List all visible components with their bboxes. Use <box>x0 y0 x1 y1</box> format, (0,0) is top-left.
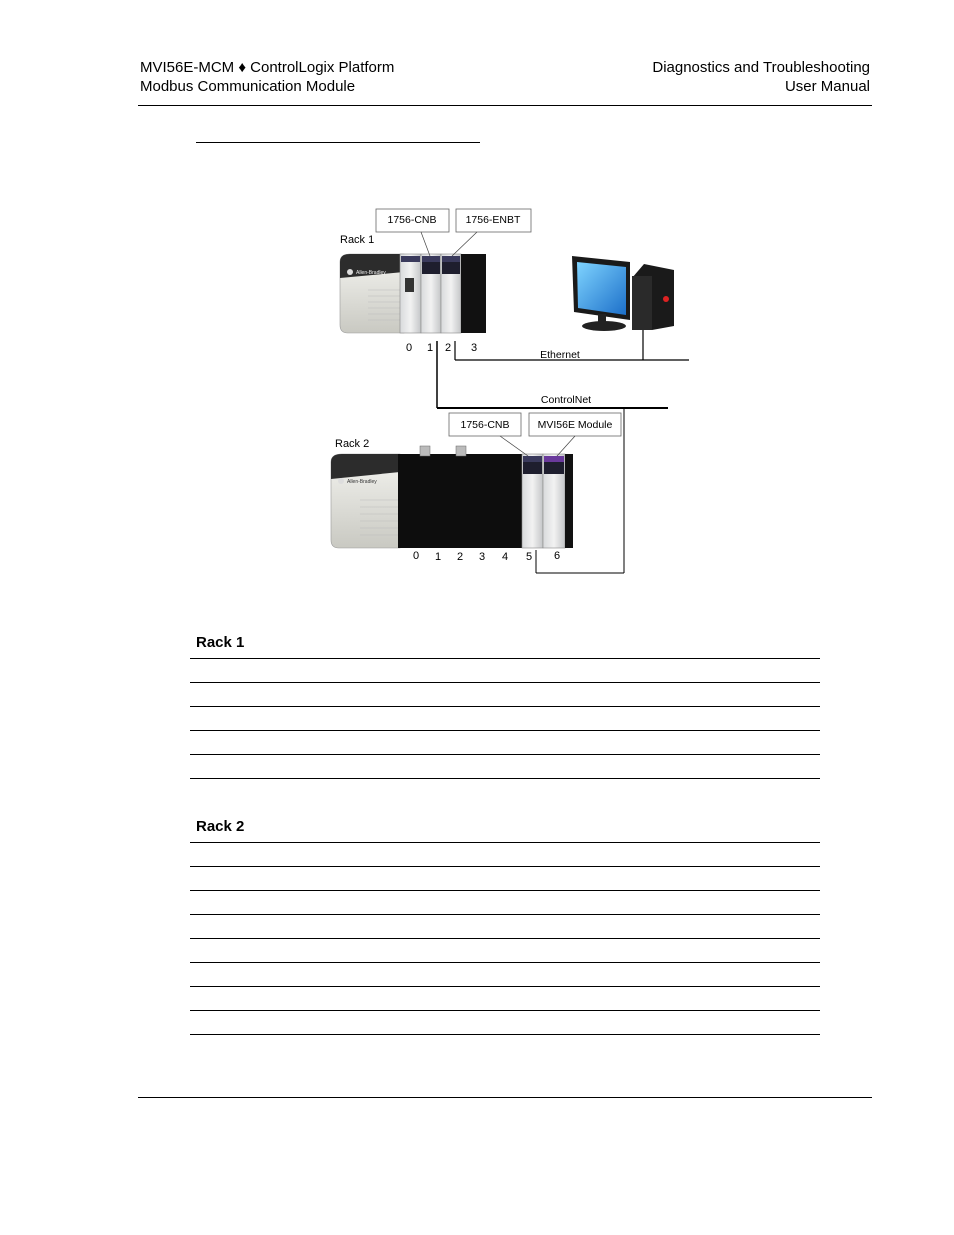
rack2-slot-1: 1 <box>434 551 442 563</box>
rack2-empty-slots <box>398 454 522 548</box>
computer-icon <box>572 256 674 331</box>
rack1-label: Rack 1 <box>340 234 375 246</box>
rack1-table <box>190 658 820 779</box>
rack1-table-title: Rack 1 <box>196 634 245 651</box>
footer-rule <box>138 1097 872 1098</box>
rack1-chassis <box>340 254 486 333</box>
table-row <box>190 659 820 683</box>
controlnet-label: ControlNet <box>540 394 592 406</box>
rack2-label: Rack 2 <box>335 438 370 450</box>
rack1-slot0-module <box>400 254 421 333</box>
table-row <box>190 731 820 755</box>
rack2-slot-2: 2 <box>456 551 464 563</box>
header-chapter-title: Diagnostics and Troubleshooting <box>652 59 870 76</box>
ethernet-label: Ethernet <box>540 349 580 361</box>
rack1-brand: Allen-Bradley <box>356 270 386 276</box>
table-row <box>190 1011 820 1035</box>
rack2-slot-6: 6 <box>553 550 561 562</box>
rack1-slot-3: 3 <box>470 342 478 354</box>
table-row <box>190 987 820 1011</box>
rack2-brand: Allen-Bradley <box>347 479 377 485</box>
table-row <box>190 915 820 939</box>
rack1-enbt-label: 1756-ENBT <box>465 214 521 226</box>
rack2-cnb-label: 1756-CNB <box>460 419 510 431</box>
rack1-slot-0: 0 <box>405 342 413 354</box>
table-row <box>190 683 820 707</box>
table-row <box>190 867 820 891</box>
rack2-slot-0: 0 <box>412 550 420 562</box>
rack1-cnb-label: 1756-CNB <box>387 214 437 226</box>
table-row <box>190 963 820 987</box>
ab-logo-icon <box>338 478 344 484</box>
rack1-slot-2: 2 <box>444 342 452 354</box>
rack2-slot-3: 3 <box>478 551 486 563</box>
header-product-title: MVI56E-MCM ♦ ControlLogix Platform <box>140 59 395 76</box>
header-doc-type: User Manual <box>784 78 870 95</box>
key-switch-icon <box>405 278 414 292</box>
rack2-table-title: Rack 2 <box>196 818 245 835</box>
table-row <box>190 939 820 963</box>
table-row <box>190 891 820 915</box>
header-product-subtitle: Modbus Communication Module <box>140 78 356 95</box>
rack2-slot-4: 4 <box>501 551 509 563</box>
ab-logo-icon <box>347 269 353 275</box>
rack1-slot3-empty <box>461 254 486 333</box>
table-row <box>190 707 820 731</box>
table-row <box>190 755 820 779</box>
rack2-chassis <box>331 446 573 548</box>
rack2-slot-5: 5 <box>525 551 533 563</box>
table-row <box>190 843 820 867</box>
rack1-slot-1: 1 <box>426 342 434 354</box>
rack2-table <box>190 842 820 1035</box>
rack2-mvi-label: MVI56E Module <box>537 419 613 431</box>
